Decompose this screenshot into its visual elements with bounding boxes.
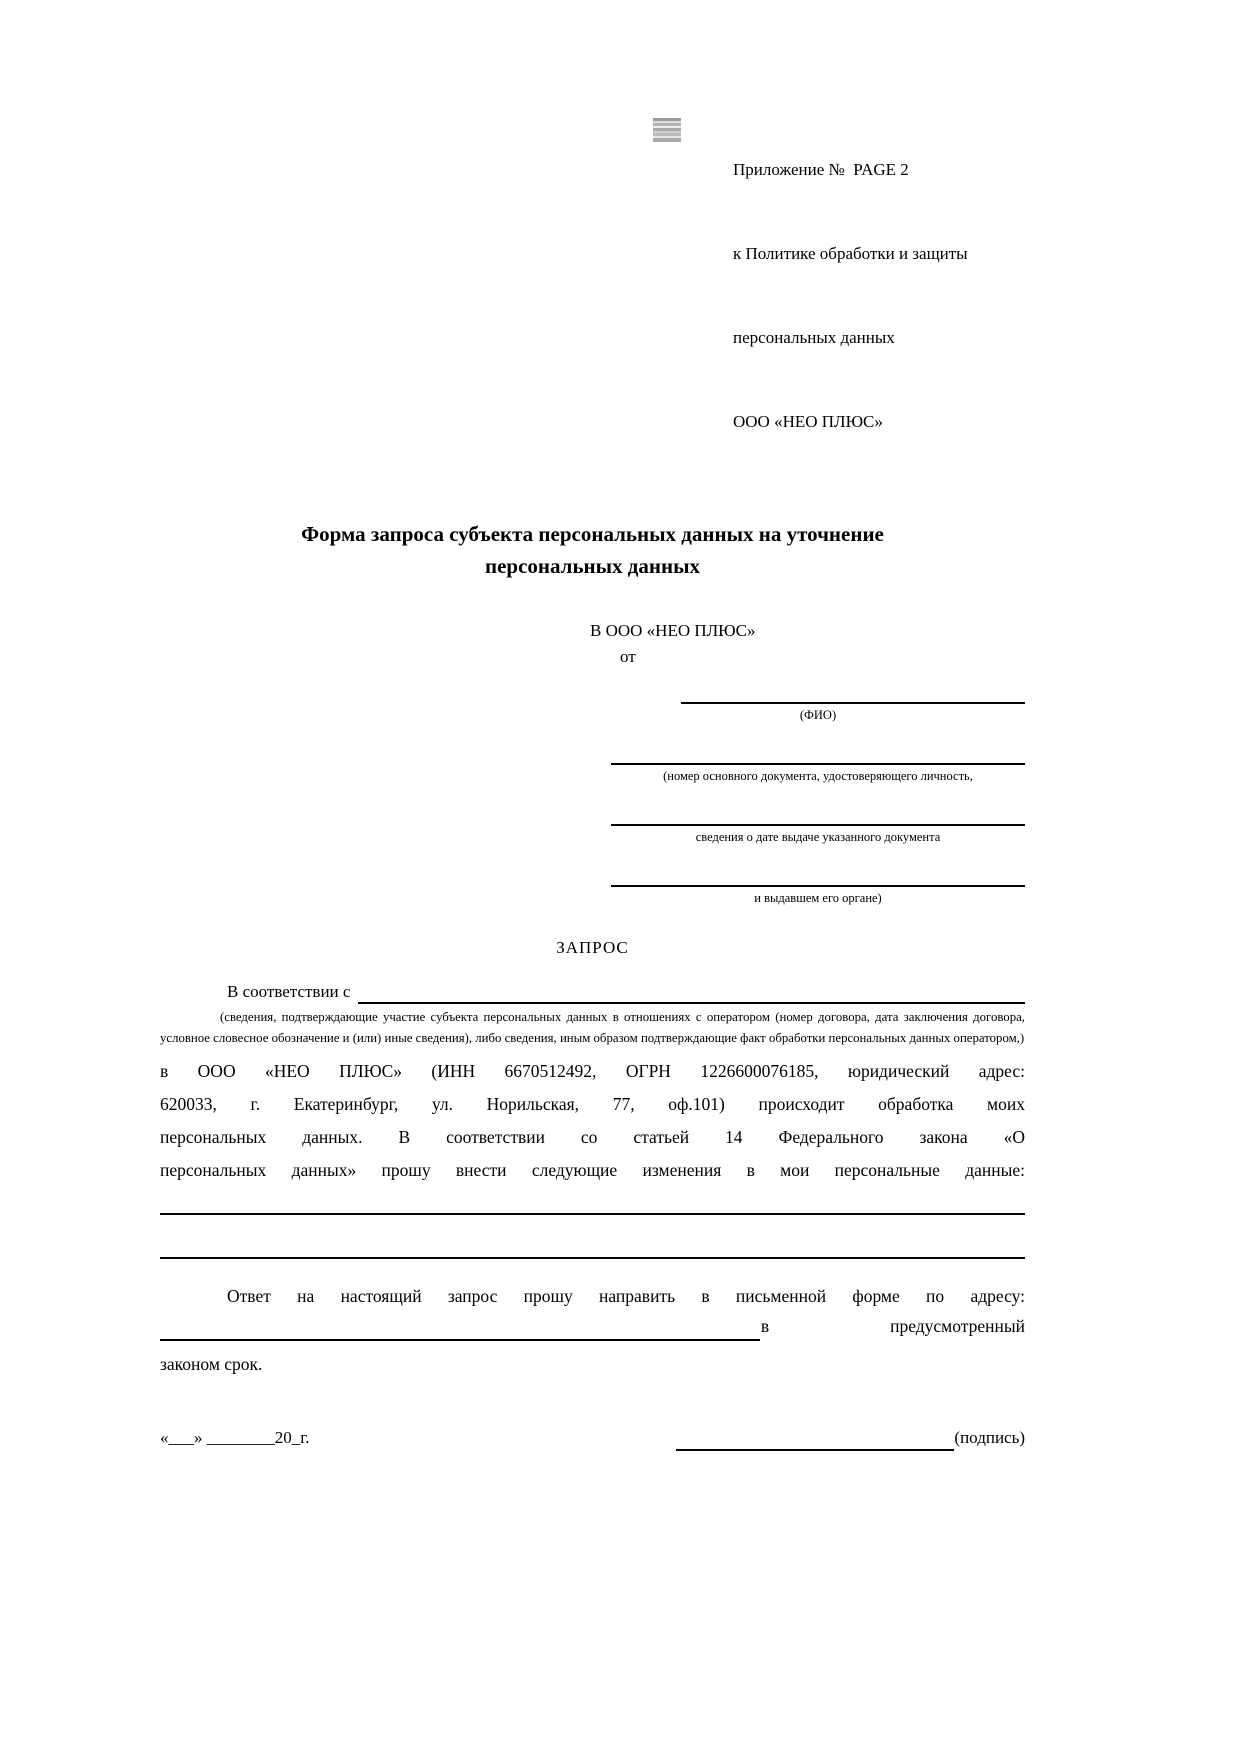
response-line-1: Ответ на настоящий запрос прошу направить в письменной форме по адресу: [227, 1286, 1025, 1306]
document-title [160, 518, 1025, 582]
document-title-line: персональных данных [484, 554, 701, 578]
address-blank-line [160, 1313, 760, 1341]
appendix-line: Приложение № PAGE 2 [733, 160, 909, 179]
changes-blank-line-1 [160, 1187, 1025, 1215]
addressee-to: В ООО «НЕО ПЛЮС» [590, 621, 756, 640]
issuing-authority-blank-line [611, 845, 1025, 887]
signature-caption: (подпись) [954, 1428, 1025, 1447]
response-word-predusmotrennyy: предусмотренный [890, 1316, 1025, 1336]
issue-date-caption: сведения о дате выдаче указанного документа [695, 830, 941, 844]
intro-prefix: В соответствии с [227, 982, 351, 1001]
issue-date-blank-line [611, 784, 1025, 826]
signature-group [676, 1425, 1025, 1451]
signature-blank-line [676, 1427, 954, 1451]
document-number-caption: (номер основного документа, удостоверяющего личность, [663, 769, 973, 783]
response-line-2 [160, 1311, 1025, 1341]
header [160, 100, 1025, 492]
document-title-line: Форма запроса субъекта персональных данных на уточнение [301, 522, 884, 546]
fill-field-issuing-authority [611, 845, 1025, 906]
appendix-line: ООО «НЕО ПЛЮС» [733, 412, 883, 431]
response-line-3: законом срок. [160, 1354, 263, 1374]
fill-in-fields [611, 670, 1025, 906]
document-content [160, 100, 1025, 1451]
main-paragraph-line: в ООО «НЕО ПЛЮС» (ИНН 6670512492, ОГРН 1226600076185, юридический адрес: [160, 1061, 1025, 1081]
appendix-block [733, 100, 1025, 492]
request-heading: ЗАПРОС [556, 938, 629, 957]
main-paragraph-line: 620033, г. Екатеринбург, ул. Норильская, 77, оф.101) происходит обработка моих [160, 1094, 1025, 1114]
main-paragraph-line: персональных данных» прошу внести следующие изменения в мои персональные данные: [160, 1160, 1025, 1180]
appendix-line: к Политике обработки и защиты [733, 244, 968, 263]
changes-blank-line-2 [160, 1215, 1025, 1259]
page-field-artifact-icon [653, 118, 681, 142]
footer-row [160, 1425, 1025, 1451]
main-paragraph [160, 1055, 1025, 1187]
issuing-authority-caption: и выдавшем его органе) [754, 891, 882, 905]
fill-field-fio [611, 670, 1025, 723]
fio-blank-line [681, 670, 1025, 704]
fill-field-issue-date [611, 784, 1025, 845]
fio-caption: (ФИО) [799, 708, 837, 722]
addressee-from: от [620, 647, 636, 666]
intro-row [160, 980, 1025, 1004]
footnote-text: (сведения, подтверждающие участие субъекта персональных данных в отношениях с оператором (номер договора, дата заключения договора, условное словесное обозначение и (или) иные сведения), либо сведения, иным образом подтверждающие факт обработки персональных данных оператором,) [160, 1010, 1025, 1045]
main-paragraph-line: персональных данных. В соответствии со статьей 14 Федерального закона «О [160, 1127, 1025, 1147]
intro-blank-line [358, 980, 1025, 1004]
appendix-line: персональных данных [733, 328, 895, 347]
date-blank: «___» ________20_г. [160, 1428, 310, 1447]
fill-field-document-number [611, 723, 1025, 784]
response-word-v: в [760, 1316, 770, 1336]
document-number-blank-line [611, 723, 1025, 765]
